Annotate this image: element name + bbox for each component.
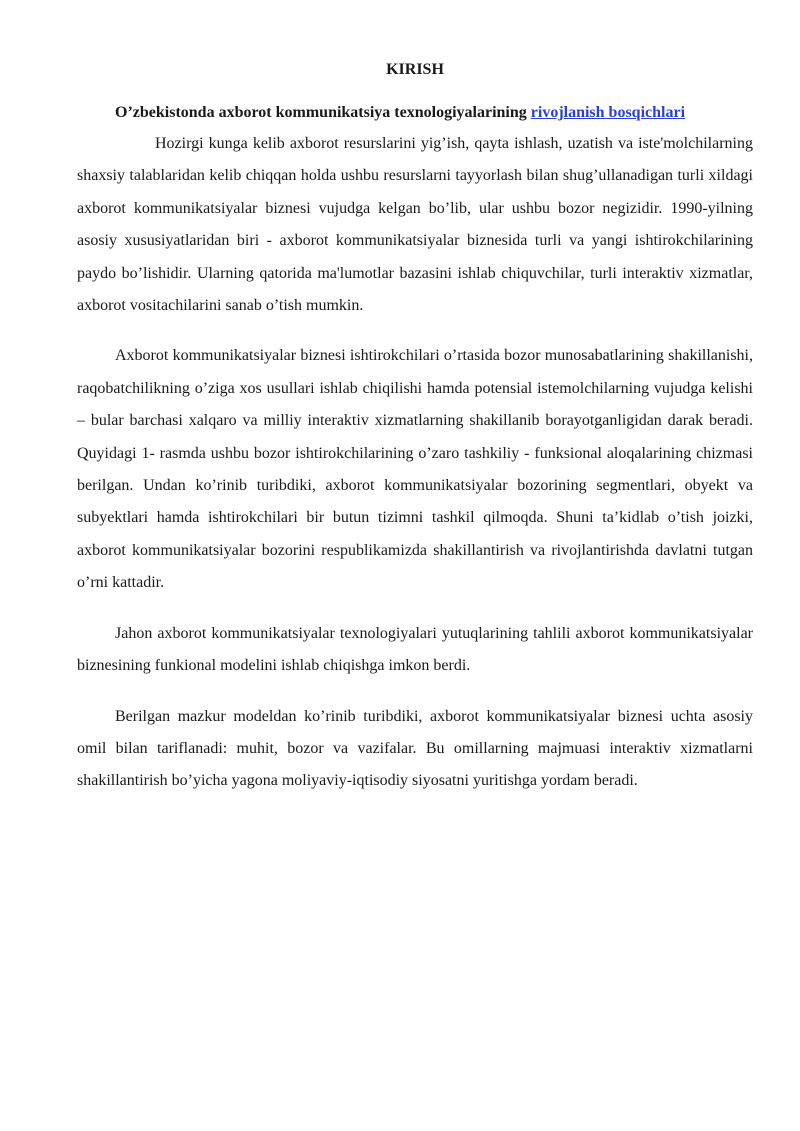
- paragraph-3: Jahon axborot kommunikatsiyalar texnologiyalari yutuqlarining tahlili axborot kommunikatsiyalar biznesining funkional modelini ishlab chiqishga imkon berdi.: [77, 624, 753, 675]
- paragraph-1: Hozirgi kunga kelib axborot resurslarini yig’ish, qayta ishlash, uzatish va iste'molchilarning shaxsiy talablaridan kelib chiqqan holda ushbu resurslarni tayyorlash bilan shug’ullanadigan turli xildagi axborot kommunikatsiyalar biznesi vujudga kelgan bo’lib, ular ushbu bozor negizidir. 1990-yilning asosiy xususiyatlaridan biri - axborot kommunikatsiyalar biznesida turli va yangi ishtirokchilarining paydo bo’lishidir. Ularning qatorida ma'lumotlar bazasini ishlab chiquvchilar, turli interaktiv xizmatlar, axborot vositachilarini sanab o’tish mumkin.: [77, 135, 753, 315]
- paragraph-2: Axborot kommunikatsiyalar biznesi ishtirokchilari o’rtasida bozor munosabatlarining shakillanishi, raqobatchilikning o’ziga xos usullari ishlab chiqilishi hamda potensial istemolchilarning vujudga kelishi – bular barchasi xalqaro va milliy interaktiv xizmatlarning shakillanib borayotganligidan darak beradi. Quyidagi 1- rasmda ushbu bozor ishtirokchilarining o’zaro tashkiliy - funksional aloqalarining chizmasi berilgan. Undan ko’rinib turibdiki, axborot kommunikatsiyalar bozorining segmentlari, obyekt va subyektlari hamda ishtirokchilari bir butun tizimni tashkil qilmoqda. Shuni ta’kidlab o’tish joizki, axborot kommunikatsiyalar bozorini respublikamizda shakillantirish va rivojlantirishda davlatni tutgan o’rni kattadir.: [77, 347, 753, 592]
- section-heading-text: O’zbekistonda axborot kommunikatsiya texnologiyalarining: [115, 104, 527, 121]
- document-body: [77, 56, 753, 798]
- page-title: KIRISH: [386, 61, 444, 78]
- section-heading: [77, 97, 753, 128]
- paragraph-4: Berilgan mazkur modeldan ko’rinib turibdiki, axborot kommunikatsiyalar biznesi uchta asosiy omil bilan tariflanadi: muhit, bozor va vazifalar. Bu omillarning majmuasi interaktiv xizmatlarni shakillantirish bo’yicha yagona moliyaviy-iqtisodiy siyosatni yuritishga yordam beradi.: [77, 707, 753, 790]
- section-heading-link[interactable]: rivojlanish bosqichlari: [530, 104, 686, 121]
